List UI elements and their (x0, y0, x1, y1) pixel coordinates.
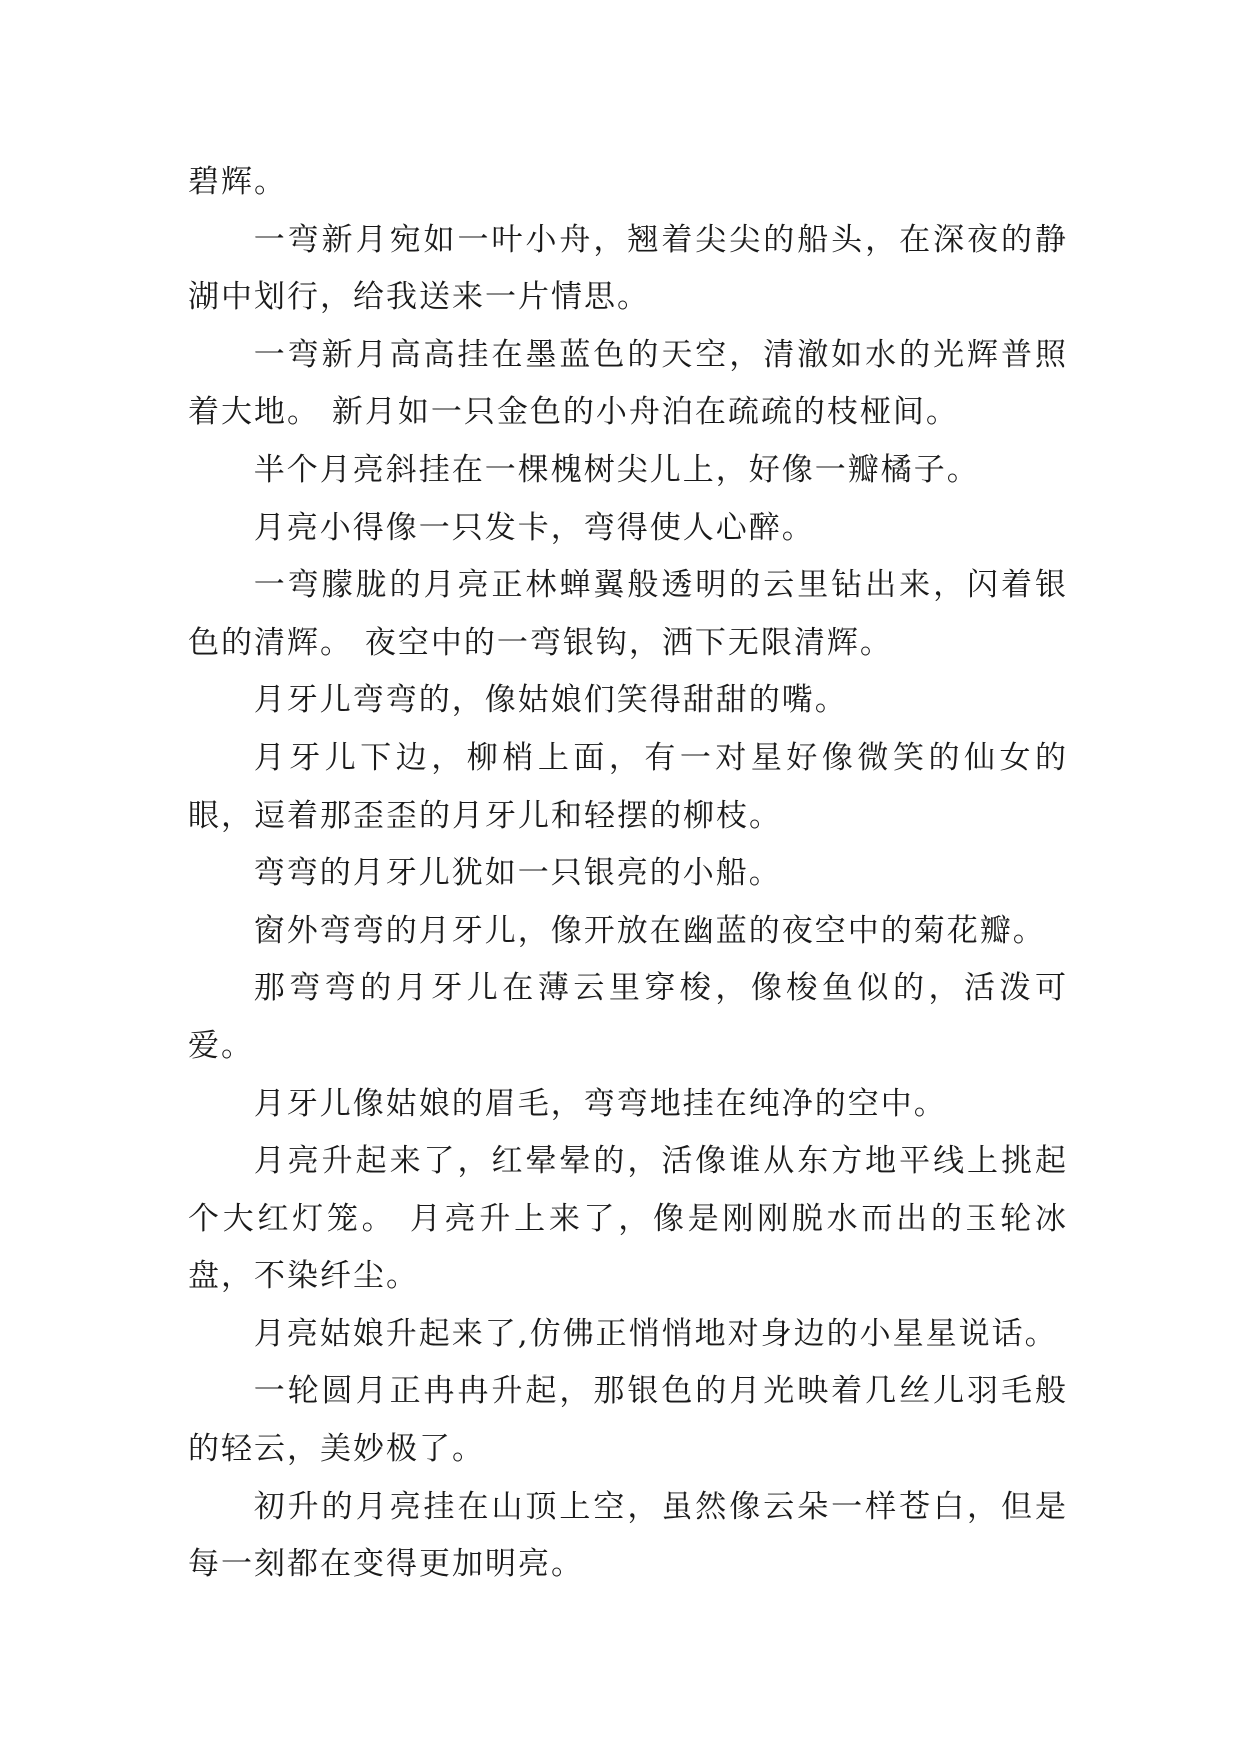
paragraph: 一弯新月高高挂在墨蓝色的天空，清澈如水的光辉普照着大地。 新月如一只金色的小舟泊在疏疏的枝桠间。 (188, 336, 1068, 431)
paragraph: 月牙儿像姑娘的眉毛，弯弯地挂在纯净的空中。 (253, 1085, 947, 1122)
paragraph: 那弯弯的月牙儿在薄云里穿梭，像梭鱼似的，活泼可爱。 (188, 970, 1068, 1064)
paragraph: 月牙儿弯弯的，像姑娘们笑得甜甜的嘴。 (253, 682, 848, 719)
text-body (188, 154, 1068, 1594)
paragraph: 窗外弯弯的月牙儿，像开放在幽蓝的夜空中的菊花瓣。 (253, 912, 1046, 949)
paragraph: 月牙儿下边，柳梢上面，有一对星好像微笑的仙女的眼，逗着那歪歪的月牙儿和轻摆的柳枝。 (188, 739, 1068, 834)
paragraph: 月亮升起来了，红晕晕的，活像谁从东方地平线上挑起个大红灯笼。 月亮升上来了，像是刚刚脱水而出的玉轮冰盘，不染纤尘。 (188, 1143, 1068, 1295)
paragraph: 弯弯的月牙儿犹如一只银亮的小船。 (253, 855, 782, 892)
paragraph: 一轮圆月正冉冉升起，那银色的月光映着几丝儿羽毛般的轻云，美妙极了。 (188, 1373, 1068, 1468)
paragraph: 初升的月亮挂在山顶上空，虽然像云朵一样苍白，但是每一刻都在变得更加明亮。 (188, 1488, 1068, 1583)
paragraph: 一弯朦胧的月亮正林蝉翼般透明的云里钻出来，闪着银色的清辉。 夜空中的一弯银钩，洒下无限清辉。 (188, 567, 1068, 661)
paragraph: 一弯新月宛如一叶小舟，翘着尖尖的船头，在深夜的静湖中划行，给我送来一片情思。 (188, 221, 1068, 316)
paragraph: 半个月亮斜挂在一棵槐树尖儿上，好像一瓣橘子。 (253, 451, 980, 488)
paragraph: 碧辉。 (188, 164, 287, 200)
paragraph: 月亮小得像一只发卡，弯得使人心醉。 (253, 509, 815, 546)
paragraph: 月亮姑娘升起来了,仿佛正悄悄地对身边的小星星说话。 (253, 1315, 1058, 1352)
